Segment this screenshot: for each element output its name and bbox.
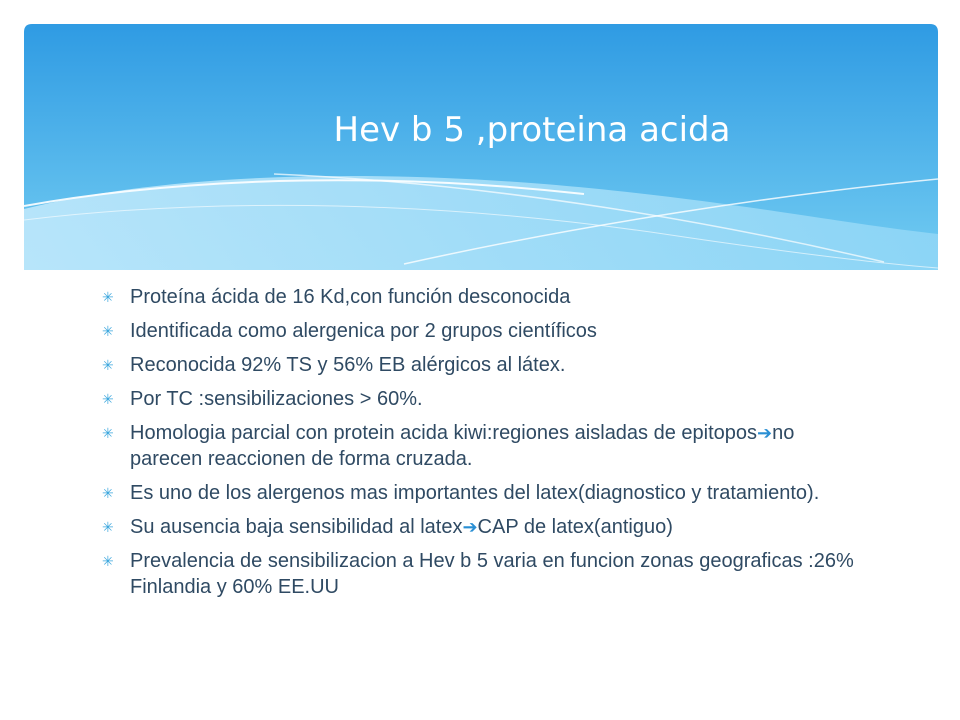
bullet-star-icon: ✳ <box>102 553 114 569</box>
bullet-star-icon: ✳ <box>102 519 114 535</box>
bullet-star-icon: ✳ <box>102 323 114 339</box>
bullet-text-after: CAP de latex(antiguo) <box>477 516 673 538</box>
list-item <box>102 480 872 506</box>
bullet-star-icon: ✳ <box>102 425 114 441</box>
bullet-text: Es uno de los alergenos mas importantes del latex(diagnostico y tratamiento). <box>130 482 820 504</box>
bullet-list <box>102 284 872 608</box>
bullet-star-icon: ✳ <box>102 289 114 305</box>
list-item <box>102 318 872 344</box>
list-item <box>102 386 872 412</box>
list-item <box>102 514 872 540</box>
arrow-right-icon: ➔ <box>462 517 478 537</box>
arrow-right-icon: ➔ <box>757 423 773 443</box>
list-item <box>102 352 872 378</box>
bullet-star-icon: ✳ <box>102 357 114 373</box>
list-item <box>102 284 872 310</box>
bullet-text: Prevalencia de sensibilizacion a Hev b 5 varia en funcion zonas geograficas :26% Finlandia y 60% EE.UU <box>130 550 854 598</box>
bullet-text: Proteína ácida de 16 Kd,con función desconocida <box>130 286 571 308</box>
bullet-text: Por TC :sensibilizaciones > 60%. <box>130 388 423 410</box>
header-banner <box>24 24 938 274</box>
bullet-text-before: Homologia parcial con protein acida kiwi:regiones aisladas de epitopos <box>130 422 758 444</box>
bullet-text-after: no parecen reaccionen de forma cruzada. <box>130 422 795 470</box>
bullet-text: Reconocida 92% TS y 56% EB alérgicos al látex. <box>130 354 566 376</box>
slide-title: Hev b 5 ,proteina acida <box>333 110 731 150</box>
bullet-star-icon: ✳ <box>102 391 114 407</box>
list-item <box>102 420 872 472</box>
bullet-text: Identificada como alergenica por 2 grupos científicos <box>130 320 597 342</box>
bullet-star-icon: ✳ <box>102 485 114 501</box>
bullet-text-before: Su ausencia baja sensibilidad al latex <box>130 516 463 538</box>
list-item <box>102 548 872 600</box>
